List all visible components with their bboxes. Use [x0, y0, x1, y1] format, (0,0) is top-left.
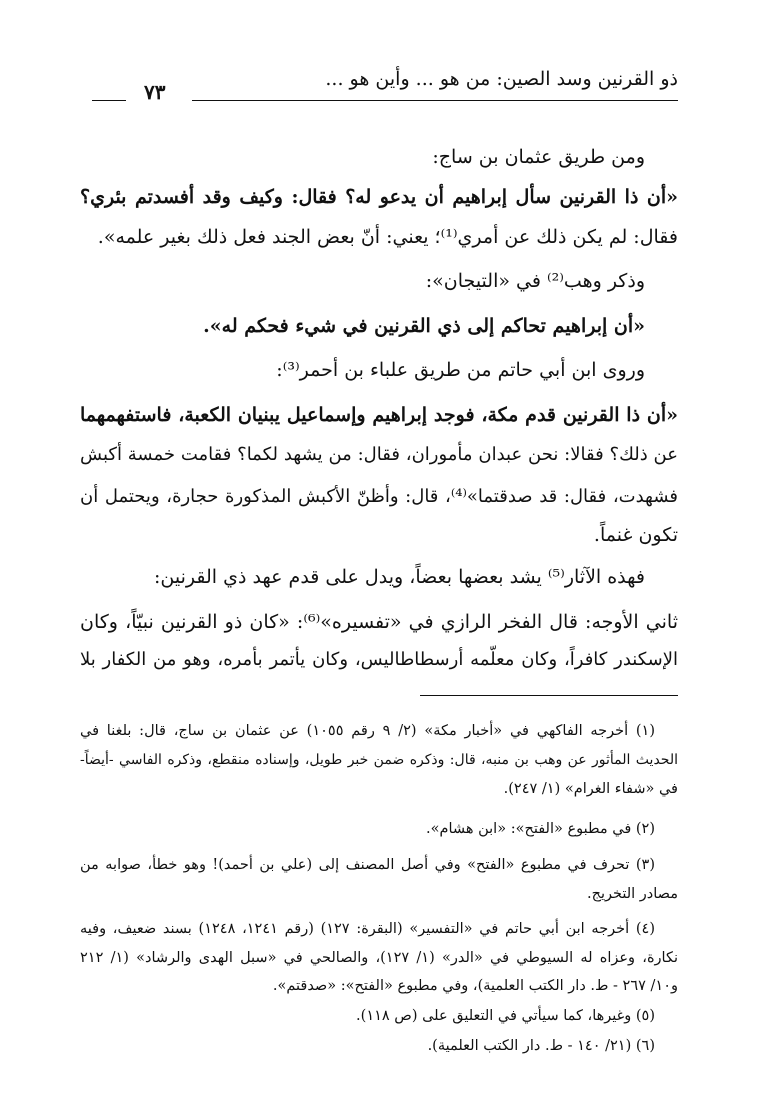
running-title: ذو القرنين وسد الصين: من هو ... وأين هو ... [325, 68, 678, 90]
footnote-separator [420, 695, 678, 696]
footnote-line: نكارة، وعزاه له السيوطي في «الدر» (١/ ١٢٧)، والصالحي في «سبل الهدى والرشاد» (١/ ٢١٢ [80, 950, 679, 966]
footnote-line: مصادر التخريج. [586, 886, 678, 902]
body-line: فشهدت، فقال: قد صدقتما»⁽⁴⁾، قال: وأظنّ الأكبش المذكورة حجارة، ويحتمل أن [80, 486, 678, 507]
body-line: وذكر وهب⁽²⁾ في «التيجان»: [425, 270, 645, 292]
body-line: الإسكندر كافراً، وكان معلّمه أرسطاطاليس، وكان يأتمر بأمره، وهو من الكفار بلا [80, 649, 678, 670]
body-line: ثاني الأوجه: قال الفخر الرازي في «تفسيره»⁽⁶⁾: «كان ذو القرنين نبيّاً، وكان [80, 611, 678, 633]
body-line: «أن إبراهيم تحاكم إلى ذي القرنين في شيء فحكم له». [203, 315, 645, 337]
footnote-line: (٢) في مطبوع «الفتح»: «ابن هشام». [426, 821, 655, 837]
body-line: وروى ابن أبي حاتم من طريق علباء بن أحمر⁽³⁾: [276, 359, 645, 381]
body-line: «أن ذا القرنين قدم مكة، فوجد إبراهيم وإسماعيل يبنيان الكعبة، فاستفهمهما [80, 404, 678, 426]
footnote-line: (٦) (٢١/ ١٤٠ - ط. دار الكتب العلمية). [427, 1038, 655, 1054]
footnote-line: (٣) تحرف في مطبوع «الفتح» وفي أصل المصنف إلى (علي بن أحمد)! وهو خطأ، صوابه من [80, 857, 655, 873]
footnote-line: (٥) وغيرها، كما سيأتي في التعليق على (ص ١١٨). [356, 1008, 655, 1024]
body-line: ومن طريق عثمان بن ساج: [432, 146, 645, 168]
body-line: عن ذلك؟ فقالا: نحن عبدان مأموران، فقال: من يشهد لكما؟ فقامت خمسة أكبش [80, 444, 678, 465]
body-line: تكون غنماً. [593, 524, 678, 546]
footnote-line: (٤) أخرجه ابن أبي حاتم في «التفسير» (البقرة: ١٢٧) (رقم ١٢٤١، ١٢٤٨) بسند ضعيف، وفيه [80, 921, 655, 937]
body-line: فهذه الآثار⁽⁵⁾ يشد بعضها بعضاً، ويدل على قدم عهد ذي القرنين: [153, 566, 645, 588]
body-line: «أن ذا القرنين سأل إبراهيم أن يدعو له؟ فقال: وكيف وقد أفسدتم بئري؟ [80, 186, 678, 208]
footnote-line: و١٠/ ٢٦٧ - ط. دار الكتب العلمية)، وفي مطبوع «الفتح»: «صدقتم». [272, 978, 678, 994]
header-rule [192, 100, 678, 101]
footnote-line: (١) أخرجه الفاكهي في «أخبار مكة» (٢/ ٩ رقم ١٠٥٥) عن عثمان بن ساج، قال: بلغنا في [80, 723, 656, 739]
footnote-line: الحديث المأثور عن وهب بن منبه، قال: وذكره ضمن خبر طويل، وإسناده منقطع، وذكره الفاسي -أيضاً- [80, 752, 678, 768]
header-rule-short [92, 100, 126, 101]
body-line: فقال: لم يكن ذلك عن أمري⁽¹⁾؛ يعني: أنّ بعض الجند فعل ذلك بغير علمه». [97, 226, 678, 248]
footnote-line: في «شفاء الغرام» (١/ ٢٤٧). [503, 781, 678, 797]
page-number: ٧٣ [144, 80, 166, 104]
running-header [92, 68, 678, 104]
